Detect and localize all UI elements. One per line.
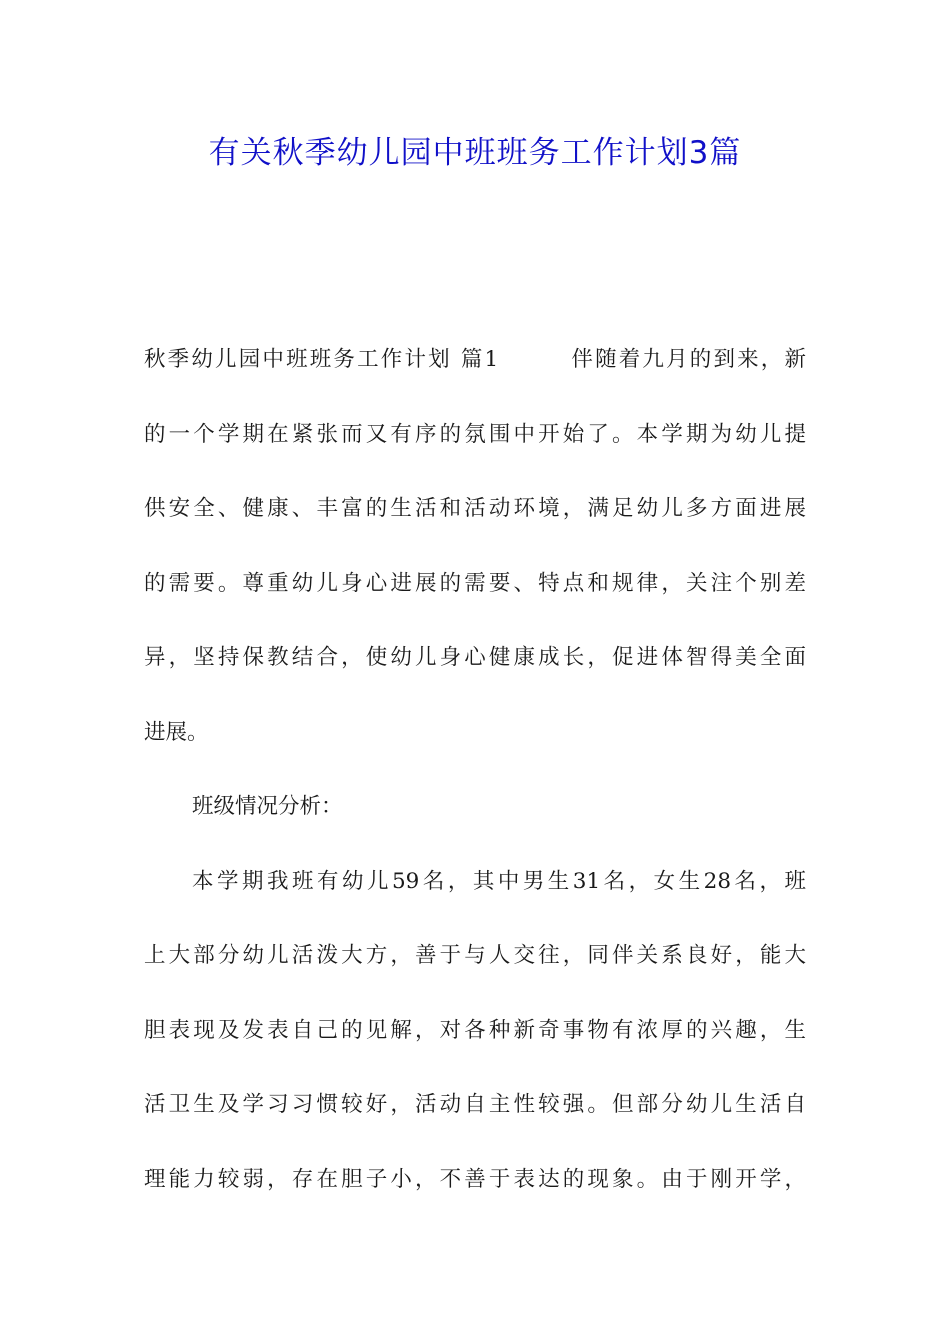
body-line: 胆表现及发表自己的见解，对各种新奇事物有浓厚的兴趣，生 xyxy=(144,1017,806,1043)
body-line: 理能力较弱，存在胆子小，不善于表达的现象。由于刚开学， xyxy=(144,1166,806,1192)
body-line: 上大部分幼儿活泼大方，善于与人交往，同伴关系良好，能大 xyxy=(144,943,806,968)
document-body xyxy=(144,340,806,1234)
body-line: 秋季幼儿园中班班务工作计划 篇1 伴随着九月的到来，新 xyxy=(144,347,806,372)
body-line: 的需要。尊重幼儿身心进展的需要、特点和规律，关注个别差 xyxy=(144,570,806,596)
body-line: 活卫生及学习习惯较好，活动自主性较强。但部分幼儿生活自 xyxy=(144,1092,806,1117)
body-line: 进展。 xyxy=(144,719,209,745)
body-line: 供安全、健康、丰富的生活和活动环境，满足幼儿多方面进展 xyxy=(144,496,806,521)
section-heading: 班级情况分析： xyxy=(192,794,343,819)
body-line: 异，坚持保教结合，使幼儿身心健康成长，促进体智得美全面 xyxy=(144,645,806,670)
document-title: 有关秋季幼儿园中班班务工作计划3篇 xyxy=(208,135,742,171)
body-line: 本学期我班有幼儿59名，其中男生31名，女生28名，班 xyxy=(192,868,806,894)
body-line: 的一个学期在紧张而又有序的氛围中开始了。本学期为幼儿提 xyxy=(144,421,806,447)
